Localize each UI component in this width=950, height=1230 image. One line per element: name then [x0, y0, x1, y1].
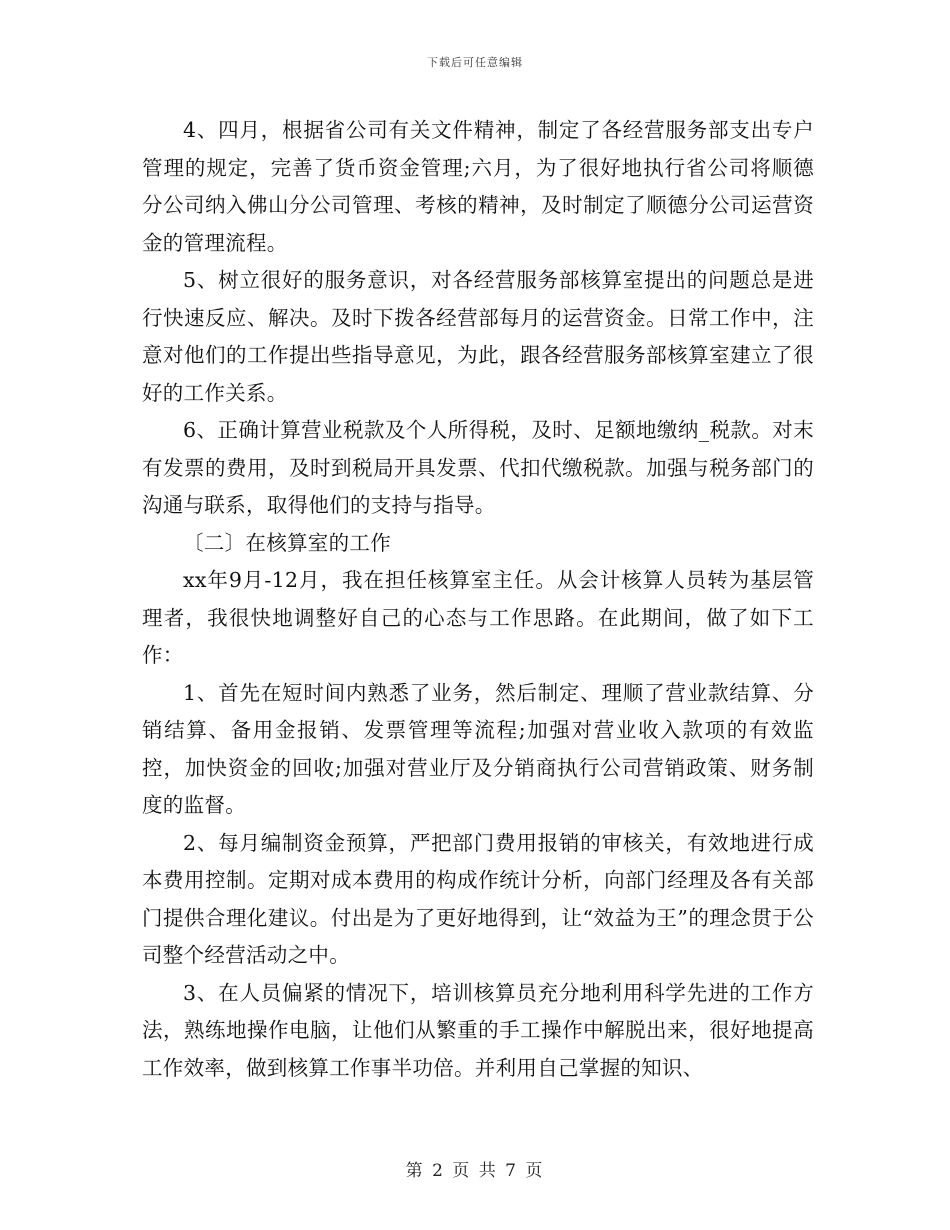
paragraph-item-4: 4、四月，根据省公司有关文件精神，制定了各经营服务部支出专户管理的规定，完善了货币资金管理;六月，为了很好地执行省公司将顺德分公司纳入佛山分公司管理、考核的精神，及时制定了顺德分公司运营资金的管理流程。 [142, 118, 814, 255]
paragraph-item-5: 5、树立很好的服务意识，对各经营服务部核算室提出的问题总是进行快速反应、解决。及时下拨各经营部每月的运营资金。日常工作中，注意对他们的工作提出些指导意见，为此，跟各经营服务部核算室建立了很好的工作关系。 [142, 268, 814, 405]
paragraph-item-3: 3、在人员偏紧的情况下，培训核算员充分地利用科学先进的工作方法，熟练地操作电脑，让他们从繁重的手工操作中解脱出来，很好地提高工作效率，做到核算工作事半功倍。并利用自己掌握的知识、 [142, 980, 814, 1080]
paragraph-item-2: 2、每月编制资金预算，严把部门费用报销的审核关，有效地进行成本费用控制。定期对成本费用的构成作统计分析，向部门经理及各有关部门提供合理化建议。付出是为了更好地得到，让“效益为王”的理念贯于公司整个经营活动之中。 [142, 830, 814, 967]
paragraph-item-6: 6、正确计算营业税款及个人所得税，及时、足额地缴纳_税款。对末有发票的费用，及时到税局开具发票、代扣代缴税款。加强与税务部门的沟通与联系，取得他们的支持与指导。 [142, 418, 814, 517]
paragraph-item-1: 1、首先在短时间内熟悉了业务，然后制定、理顺了营业款结算、分销结算、备用金报销、发票管理等流程;加强对营业收入款项的有效监控，加快资金的回收;加强对营业厅及分销商执行公司营销政策、财务制度的监督。 [142, 680, 814, 817]
page-number: 第 2 页 共 7 页 [405, 1161, 545, 1181]
section-heading-accounting-office: 〔二〕在核算室的工作 [183, 530, 391, 555]
paragraph-intro: xx年9月-12月，我在担任核算室主任。从会计核算人员转为基层管理者，我很快地调整好自己的心态与工作思路。在此期间，做了如下工作： [142, 568, 814, 667]
document-body [142, 112, 814, 1087]
page-header-note: 下载后可任意编辑 [427, 56, 523, 69]
